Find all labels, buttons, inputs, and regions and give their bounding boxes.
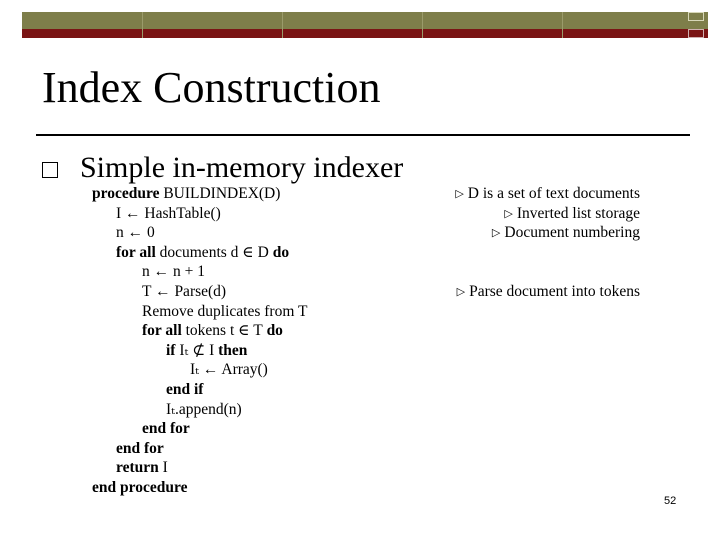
algorithm-line: n ← n + 1 (142, 263, 205, 281)
algorithm-line: Remove duplicates from T (142, 302, 308, 320)
algorithm-line: if Iₜ ⊄ I then (166, 341, 248, 359)
algorithm-line: Iₜ.append(n) (166, 400, 242, 418)
page-number: 52 (664, 495, 677, 507)
algorithm-line: end if (166, 380, 204, 398)
algorithm-line: end for (116, 439, 164, 457)
algorithm-line: for all documents d ∈ D do (116, 243, 290, 261)
bullet-text: Simple in-memory indexer (80, 151, 404, 184)
algorithm-line: procedure BUILDINDEX(D) ▷ D is a set of text documents (92, 185, 640, 202)
algorithm-block (92, 184, 652, 498)
algorithm-line: Iₜ ← Array() (190, 361, 268, 379)
slide-title: Index Construction (42, 63, 381, 112)
bullet-square-icon (42, 162, 58, 178)
algorithm-line: return I (116, 459, 168, 477)
title-decoration-bar (22, 12, 708, 38)
algorithm-line: n ← 0 ▷ Document numbering (116, 224, 640, 242)
algorithm-line: I ← HashTable() ▷ Inverted list storage (116, 204, 640, 222)
algorithm-line: end for (142, 420, 190, 438)
algorithm-line: T ← Parse(d) ▷ Parse document into tokens (142, 282, 640, 300)
algorithm-line: end procedure (92, 478, 188, 496)
title-underline (36, 134, 690, 136)
algorithm-line: for all tokens t ∈ T do (142, 322, 283, 340)
